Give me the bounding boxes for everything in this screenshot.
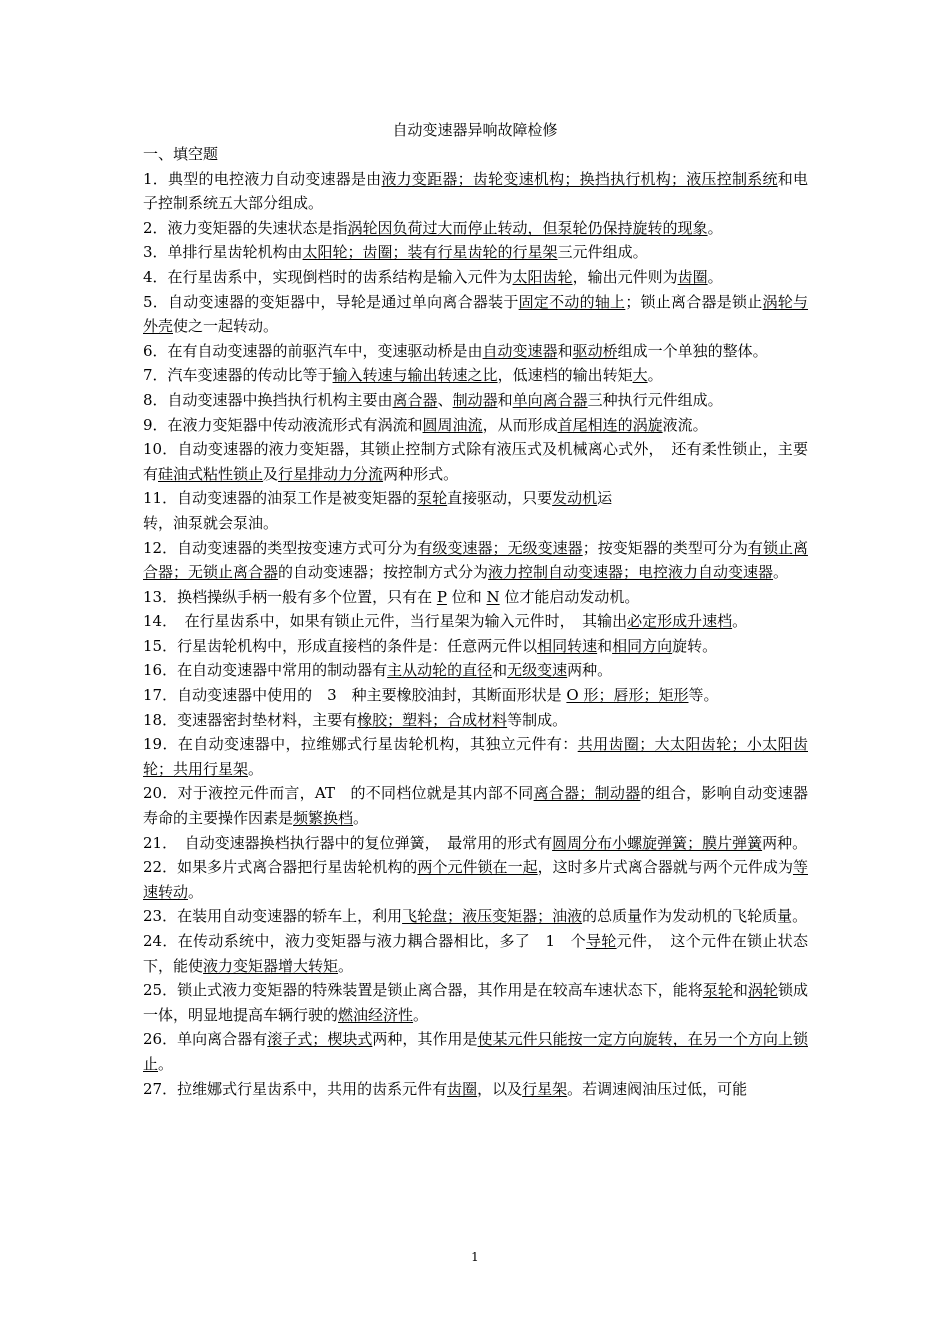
answer-text: 液力变距器；齿轮变速机构；换挡执行机构；液压控制系统 — [381, 169, 778, 188]
question-text: 使之一起转动。 — [173, 317, 279, 336]
question-text: ，以及 — [477, 1079, 523, 1098]
question-text: 直接驱动，只要 — [447, 489, 553, 508]
answer-text: 圆周分布小螺旋弹簧；膜片弹簧 — [552, 833, 763, 852]
question-text: 和 — [497, 390, 513, 409]
question-item — [143, 265, 808, 290]
question-text: 11．自动变速器的油泵工作是被变矩器的 — [143, 489, 418, 508]
answer-text: 液力变矩器增大转矩 — [203, 956, 339, 975]
question-text: 27．拉维娜式行星齿系中，共用的齿系元件有 — [143, 1079, 448, 1098]
question-item — [143, 708, 808, 733]
answer-text: 等速转动 — [143, 858, 808, 901]
question-text: 转，油泵就会泵油。 — [143, 513, 279, 532]
question-text: 。 — [707, 267, 723, 286]
answer-text: 齿圈 — [447, 1079, 478, 1098]
question-text: 19．在自动变速器中，拉维娜式行星齿轮机构，其独立元件有： — [143, 735, 578, 754]
answer-text: 大 — [632, 366, 648, 385]
answer-text: 无级变速 — [507, 661, 568, 680]
answer-text: 太阳轮；齿圈；装有行星齿轮的行星架 — [302, 243, 558, 262]
question-item — [143, 609, 808, 634]
answer-text: 导轮 — [585, 932, 617, 950]
answer-text: 主从动轮的直径 — [387, 661, 493, 680]
question-text: ，低速档的输出转矩 — [497, 366, 633, 385]
question-text: 8．自动变速器中换挡执行机构主要由 — [143, 390, 393, 409]
question-item — [143, 437, 808, 486]
question-text: 4．在行星齿系中，实现倒档时的齿系结构是输入元件为 — [143, 267, 513, 286]
question-item — [143, 732, 808, 781]
question-item — [143, 831, 808, 856]
answer-text: 输入转速与输出转速之比 — [332, 366, 498, 385]
question-item — [143, 339, 808, 364]
question-text: 。 — [353, 809, 369, 828]
question-item — [143, 388, 808, 413]
answer-text: 离合器；制动器 — [533, 784, 641, 803]
answer-text: 齿圈 — [677, 267, 708, 286]
answer-text: 发动机 — [552, 489, 598, 508]
answer-text: 制动器 — [452, 390, 498, 409]
question-text: 锁成一体，明显地提高车辆行驶的 — [143, 981, 808, 1024]
answer-text: 行星排动力分流 — [278, 464, 384, 483]
question-item — [143, 167, 808, 216]
question-text: 旋转。 — [672, 636, 718, 655]
answer-text: 首尾相连的涡旋 — [557, 415, 663, 434]
question-text: 及 — [263, 464, 279, 483]
question-text: 3．单排行星齿轮机构由 — [143, 243, 303, 262]
answer-text: 液力控制自动变速器；电控液力自动变速器 — [488, 563, 774, 582]
question-text: 20．对于液控元件而言，AT 的不同档位就是其内部不同 — [143, 784, 534, 803]
question-text: 23．在装用自动变速器的轿车上，利用 — [143, 907, 403, 926]
question-text: 1．典型的电控液力自动变速器是由 — [143, 169, 382, 188]
question-text: 14． 在行星齿系中，如果有锁止元件，当行星架为输入元件时， 其输出 — [143, 612, 628, 631]
question-item — [143, 413, 808, 438]
question-text: ；按变矩器的类型可分为 — [582, 538, 748, 557]
question-text: 。 — [158, 1054, 174, 1073]
question-item — [143, 1077, 808, 1102]
question-item — [143, 585, 808, 610]
question-text: 21． 自动变速器换档执行器中的复位弹簧， 最常用的形式有 — [143, 833, 553, 852]
answer-text: 驱动桥 — [572, 341, 618, 360]
answer-text: O 形；唇形；矩形 — [566, 686, 689, 705]
answer-text: 泵轮 — [702, 981, 733, 1000]
question-text: 位和 — [446, 587, 487, 606]
answer-text: 自动变速器 — [482, 341, 558, 360]
document-body — [143, 142, 808, 1101]
question-item — [143, 486, 808, 535]
answer-text: 泵轮 — [417, 489, 448, 508]
answer-text: 使某元件只能按一定方向旋转，在另一个方向上锁止 — [143, 1030, 808, 1073]
answer-text: 行星架 — [522, 1079, 568, 1098]
question-text: 22．如果多片式离合器把行星齿轮机构的 — [143, 858, 418, 877]
question-text: 三种执行元件组成。 — [587, 390, 723, 409]
question-text: 15．行星齿轮机构中，形成直接档的条件是：任意两元件以 — [143, 636, 538, 655]
question-text: 和 — [732, 981, 748, 1000]
question-text: 。 — [413, 1005, 429, 1024]
answer-text: 太阳齿轮 — [512, 267, 573, 286]
question-text: 。若调速阀油压过低，可能 — [567, 1079, 748, 1098]
question-item — [143, 855, 808, 904]
question-text: 液流。 — [662, 415, 708, 434]
answer-text: 橡胶；塑料；合成材料 — [357, 710, 508, 729]
answer-text: 必定形成升速档 — [627, 612, 733, 631]
question-item — [143, 634, 808, 659]
answer-text: 有级变速器；无级变速器 — [417, 538, 583, 557]
answer-text: 滚子式；楔块式 — [267, 1030, 373, 1049]
answer-text: 圆周油流 — [422, 415, 483, 434]
question-item — [143, 978, 808, 1027]
question-text: 的组合，影响自动变速器寿命的主要操作因素是 — [143, 784, 808, 828]
question-text: 。 — [732, 612, 748, 631]
question-text: 元件， 这个元件在锁止状态下，能使 — [143, 932, 808, 975]
question-item — [143, 216, 808, 241]
question-text: 。 — [248, 759, 264, 778]
question-text: ，输出元件则为 — [572, 267, 678, 286]
answer-text: 两个元件锁在一起 — [417, 858, 538, 877]
answer-text: 相同转速 — [537, 636, 598, 655]
question-text: 的总质量作为发动机的飞轮质量。 — [582, 907, 808, 926]
question-text: 5．自动变速器的变矩器中，导轮是通过单向离合器装于 — [143, 292, 519, 311]
question-text: 两种，其作用是 — [372, 1030, 478, 1049]
question-item — [143, 363, 808, 388]
answer-text: 涡轮与外壳 — [143, 292, 808, 336]
question-text: 。 — [707, 218, 723, 237]
question-item — [143, 290, 808, 339]
section-heading: 一、填空题 — [143, 145, 219, 163]
question-item — [143, 536, 808, 585]
question-text: 两种。 — [762, 833, 808, 852]
question-text: ，从而形成 — [482, 415, 558, 434]
question-text: 。 — [338, 956, 354, 975]
question-text: 和 — [557, 341, 573, 360]
answer-text: 固定不动的轴上 — [518, 292, 626, 311]
question-text: 25．锁止式液力变矩器的特殊装置是锁止离合器，其作用是在较高车速状态下，能将 — [143, 981, 703, 1000]
question-text: 和电子控制系统五大部分组成。 — [143, 169, 808, 213]
question-text: 。 — [188, 882, 204, 901]
question-text: 等。 — [688, 686, 719, 705]
answer-text: 涡轮因负荷过大而停止转动，但泵轮仍保持旋转的现象 — [347, 218, 708, 237]
question-text: 和 — [492, 661, 508, 680]
question-item — [143, 1027, 808, 1076]
answer-text: N — [486, 587, 500, 606]
answer-text: 相同方向 — [612, 636, 673, 655]
answer-text: 共用齿圈；大太阳齿轮；小太阳齿轮；共用行星架 — [143, 735, 808, 778]
question-text: 13．换档操纵手柄一般有多个位置，只有在 — [143, 587, 437, 606]
question-text: ；锁止离合器是锁止 — [625, 292, 763, 311]
question-text: 17．自动变速器中使用的 3 种主要橡胶油封，其断面形状是 — [143, 686, 567, 705]
question-text: 两种形式。 — [383, 464, 459, 483]
question-text: 位才能启动发动机。 — [499, 587, 640, 606]
question-item — [143, 929, 808, 978]
page-title: 自动变速器异响故障检修 — [392, 121, 558, 139]
question-item — [143, 658, 808, 683]
answer-text: P — [436, 587, 447, 606]
question-text: 10．自动变速器的液力变矩器，其锁止控制方式除有液压式及机械离心式外， 还有柔性锁止，主要有 — [143, 440, 808, 483]
question-text: 的自动变速器；按控制方式分为 — [278, 563, 489, 582]
question-text: ，这时多片式离合器就与两个元件成为 — [537, 858, 793, 877]
question-item — [143, 904, 808, 929]
question-text: 26．单向离合器有 — [143, 1030, 268, 1049]
question-text: 6．在有自动变速器的前驱汽车中，变速驱动桥是由 — [143, 341, 483, 360]
question-item — [143, 781, 808, 830]
question-item — [143, 683, 808, 708]
answer-text: 有锁止离合器；无锁止离合器 — [143, 538, 808, 582]
question-text: 24．在传动系统中，液力变矩器与液力耦合器相比，多了 1 个 — [143, 932, 586, 950]
question-item — [143, 240, 808, 265]
question-text: 7．汽车变速器的传动比等于 — [143, 366, 333, 385]
answer-text: 飞轮盘；液压变矩器；油液 — [402, 907, 583, 926]
answer-text: 离合器 — [392, 390, 438, 409]
question-text: 18．变速器密封垫材料，主要有 — [143, 710, 358, 729]
answer-text: 单向离合器 — [512, 390, 588, 409]
answer-text: 燃油经济性 — [338, 1005, 414, 1024]
page-number: 1 — [471, 1250, 479, 1264]
question-text: 2．液力变矩器的失速状态是指 — [143, 218, 348, 237]
question-text: 等制成。 — [507, 710, 568, 729]
answer-text: 硅油式粘性锁止 — [158, 464, 264, 483]
question-list — [143, 167, 808, 1102]
question-text: 。 — [647, 366, 663, 385]
question-text: 9．在液力变矩器中传动液流形式有涡流和 — [143, 415, 423, 434]
question-text: 16．在自动变速器中常用的制动器有 — [143, 661, 388, 680]
question-text: 两种。 — [567, 661, 613, 680]
question-text: 和 — [597, 636, 613, 655]
question-text: 。 — [773, 563, 789, 582]
question-text: 、 — [437, 390, 453, 409]
answer-text: 频繁换档 — [293, 809, 354, 828]
question-text: 三元件组成。 — [557, 243, 648, 262]
question-text: 组成一个单独的整体。 — [617, 341, 768, 360]
question-text: 12．自动变速器的类型按变速方式可分为 — [143, 538, 418, 557]
answer-text: 涡轮 — [747, 981, 778, 1000]
question-text: 运 — [597, 489, 613, 508]
